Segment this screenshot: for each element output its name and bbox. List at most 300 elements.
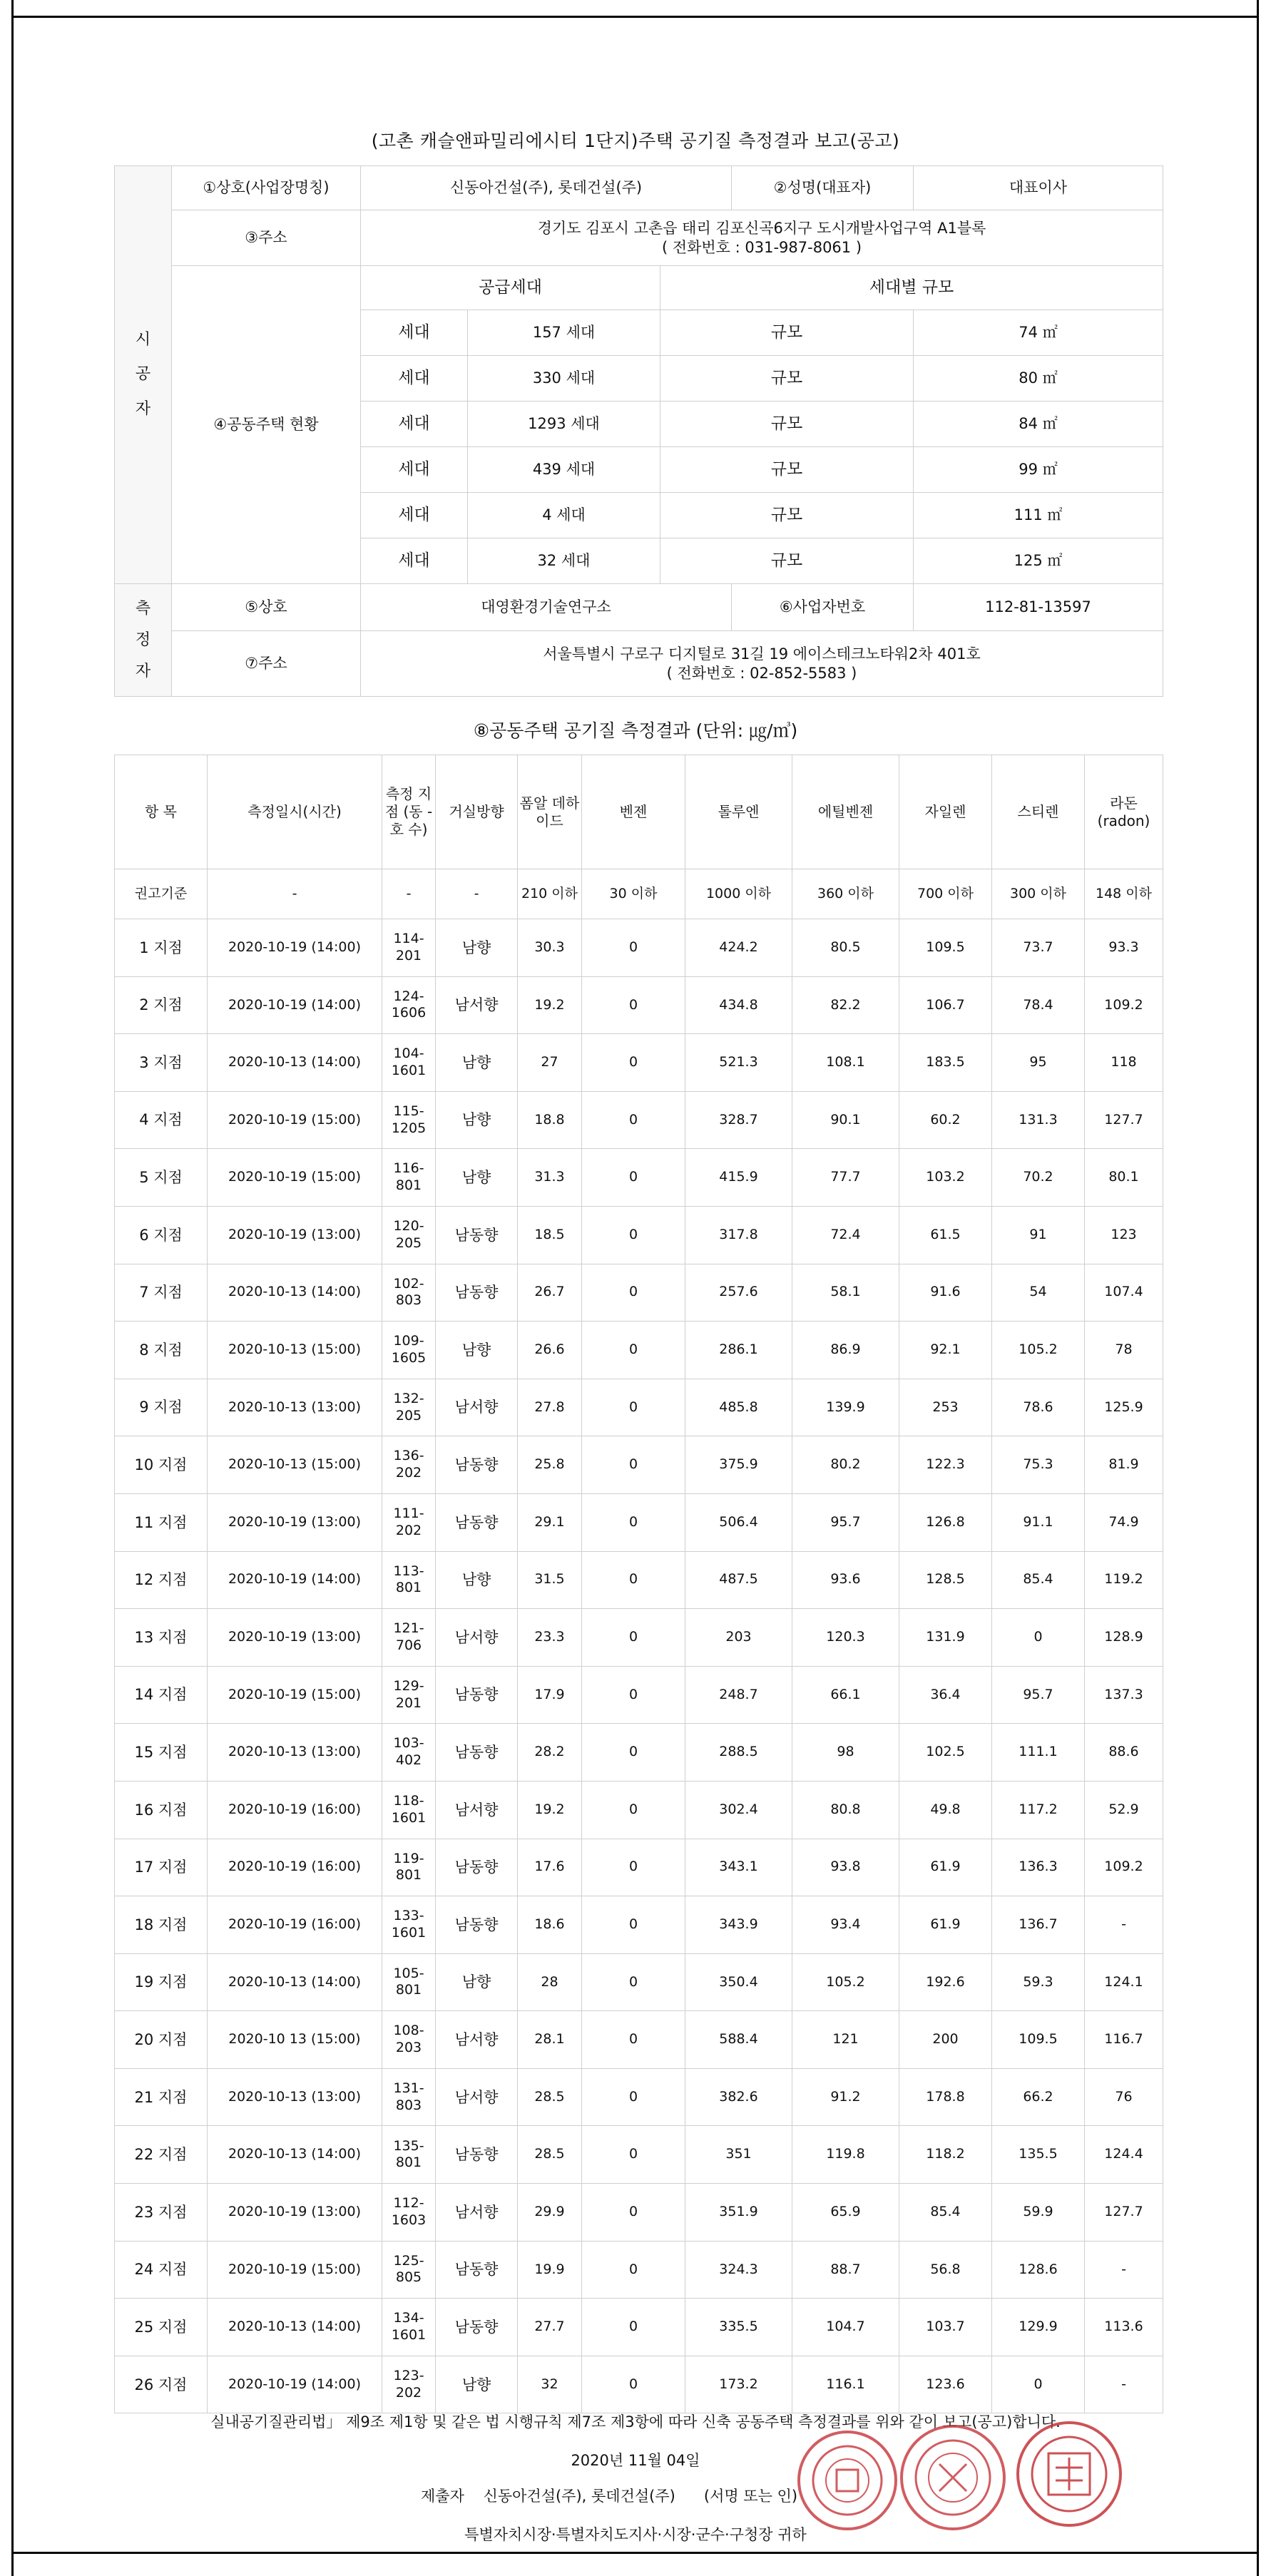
direction-cell: 남동향 — [436, 1724, 518, 1782]
unit-count: 157 세대 — [468, 310, 660, 356]
direction-cell: 남동향 — [436, 1839, 518, 1896]
measure-datetime-cell: 2020-10-19 (14:00) — [208, 1551, 382, 1609]
direction-cell: 남서향 — [436, 2068, 518, 2126]
location-cell: 135-801 — [382, 2126, 436, 2184]
ethylbenzene-cell: 80.2 — [792, 1436, 899, 1494]
ethylbenzene-cell: 80.8 — [792, 1781, 899, 1839]
table-row — [115, 1781, 1163, 1839]
radon-cell: - — [1085, 1896, 1163, 1954]
ethylbenzene-cell: 105.2 — [792, 1953, 899, 2011]
row-label-cell: 12 지점 — [115, 1551, 208, 1609]
radon-cell: 109.2 — [1085, 976, 1163, 1034]
measure-datetime-cell: 2020-10-13 (14:00) — [208, 1264, 382, 1322]
representative-label: ②성명(대표자) — [732, 166, 914, 210]
row-label-cell: 20 지점 — [115, 2011, 208, 2069]
location-cell: 111-202 — [382, 1493, 436, 1551]
measure-datetime-cell: 2020-10-13 (14:00) — [208, 1953, 382, 2011]
ethylbenzene-cell: 95.7 — [792, 1493, 899, 1551]
benzene-cell: 0 — [582, 1493, 685, 1551]
ethylbenzene-cell: 116.1 — [792, 2356, 899, 2413]
toluene-cell: 173.2 — [685, 2356, 792, 2413]
measure-datetime-cell: 2020-10-19 (15:00) — [208, 1666, 382, 1724]
ethylbenzene-cell: 91.2 — [792, 2068, 899, 2126]
footer-recipient: 특별자치시장·특별자치도지사·시장·군수·구청장 귀하 — [464, 2526, 807, 2543]
formaldehyde-cell: 27.7 — [518, 2299, 582, 2356]
xylene-cell: 61.9 — [899, 1896, 992, 1954]
company-seal-stamp — [797, 2431, 897, 2530]
ethylbenzene-cell: 90.1 — [792, 1091, 899, 1149]
location-cell: 131-803 — [382, 2068, 436, 2126]
location-cell: 114-201 — [382, 919, 436, 977]
benzene-cell: 0 — [582, 1322, 685, 1379]
unit-count: 330 세대 — [468, 356, 660, 402]
location-cell: 116-801 — [382, 1149, 436, 1207]
row-label-cell: 8 지점 — [115, 1322, 208, 1379]
measure-datetime-cell: 2020-10-13 (13:00) — [208, 1724, 382, 1782]
xylene-cell: 103.7 — [899, 2299, 992, 2356]
styrene-cell: 54 — [992, 1264, 1085, 1322]
table-row — [115, 1436, 1163, 1494]
header-location: 측정 지점 (동 -호 수) — [382, 755, 436, 869]
location-cell: 123-202 — [382, 2356, 436, 2413]
submitter-value: 신동아건설(주), 롯데건설(주) — [483, 2488, 675, 2505]
location-cell: 103-402 — [382, 1724, 436, 1782]
direction-cell: 남서향 — [436, 1379, 518, 1436]
formaldehyde-cell: 28.1 — [518, 2011, 582, 2069]
ethylbenzene-cell: 120.3 — [792, 1609, 899, 1667]
measure-datetime-cell: 2020-10-19 (15:00) — [208, 1091, 382, 1149]
xylene-cell: 200 — [899, 2011, 992, 2069]
styrene-cell: 85.4 — [992, 1551, 1085, 1609]
radon-cell: 76 — [1085, 2068, 1163, 2126]
formaldehyde-cell: 19.2 — [518, 1781, 582, 1839]
measure-datetime-cell: 2020-10-19 (13:00) — [208, 2184, 382, 2242]
unit-scale-label: 규모 — [660, 447, 914, 493]
location-cell: 119-801 — [382, 1839, 436, 1896]
unit-label: 세대 — [361, 538, 468, 584]
radon-cell: 88.6 — [1085, 1724, 1163, 1782]
xylene-cell: 103.2 — [899, 1149, 992, 1207]
unit-scale: 84 ㎡ — [914, 402, 1163, 447]
radon-cell: 125.9 — [1085, 1379, 1163, 1436]
benzene-cell: 0 — [582, 1206, 685, 1264]
standard-cell: - — [382, 869, 436, 919]
row-label-cell: 5 지점 — [115, 1149, 208, 1207]
radon-cell: - — [1085, 2241, 1163, 2299]
ethylbenzene-cell: 82.2 — [792, 976, 899, 1034]
row-label-cell: 4 지점 — [115, 1091, 208, 1149]
address-value — [361, 210, 1163, 266]
measure-datetime-cell: 2020-10-19 (15:00) — [208, 2241, 382, 2299]
toluene-cell: 485.8 — [685, 1379, 792, 1436]
company-value: 신동아건설(주), 롯데건설(주) — [361, 166, 732, 210]
benzene-cell: 0 — [582, 2011, 685, 2069]
row-label-cell: 23 지점 — [115, 2184, 208, 2242]
direction-cell: 남향 — [436, 1034, 518, 1092]
location-cell: 133-1601 — [382, 1896, 436, 1954]
seal-pattern-icon — [911, 2436, 995, 2520]
toluene-cell: 288.5 — [685, 1724, 792, 1782]
footer-statement: 실내공기질관리법」 제9조 제1항 및 같은 법 시행규칙 제7조 제3항에 따라 신축 공동주택 측정결과를 위와 같이 보고(공고)합니다. — [210, 2413, 1061, 2431]
sign-note: (서명 또는 인) — [703, 2488, 798, 2505]
standard-cell: 30 이하 — [582, 869, 685, 919]
formaldehyde-cell: 28.5 — [518, 2126, 582, 2184]
formaldehyde-cell: 17.9 — [518, 1666, 582, 1724]
xylene-cell: 178.8 — [899, 2068, 992, 2126]
styrene-cell: 131.3 — [992, 1091, 1085, 1149]
location-cell: 109-1605 — [382, 1322, 436, 1379]
styrene-cell: 73.7 — [992, 919, 1085, 977]
benzene-cell: 0 — [582, 1034, 685, 1092]
styrene-cell: 0 — [992, 2356, 1085, 2413]
measure-datetime-cell: 2020-10-13 (14:00) — [208, 2299, 382, 2356]
standard-cell: 700 이하 — [899, 869, 992, 919]
table-row — [115, 1666, 1163, 1724]
radon-cell: 123 — [1085, 1206, 1163, 1264]
benzene-cell: 0 — [582, 2241, 685, 2299]
toluene-cell: 328.7 — [685, 1091, 792, 1149]
toluene-cell: 351.9 — [685, 2184, 792, 2242]
table-row — [115, 1609, 1163, 1667]
radon-cell: 124.1 — [1085, 1953, 1163, 2011]
location-cell: 105-801 — [382, 1953, 436, 2011]
direction-cell: 남향 — [436, 1322, 518, 1379]
table-row — [115, 1091, 1163, 1149]
measurer-address-line2: ( 전화번호 : 02-852-5583 ) — [666, 664, 857, 682]
bizno-value: 112-81-13597 — [914, 584, 1163, 631]
styrene-cell: 75.3 — [992, 1436, 1085, 1494]
table-row — [115, 1493, 1163, 1551]
radon-cell: 80.1 — [1085, 1149, 1163, 1207]
header-formaldehyde: 폼알 데하 이드 — [518, 755, 582, 869]
benzene-cell: 0 — [582, 2184, 685, 2242]
radon-cell: 128.9 — [1085, 1609, 1163, 1667]
direction-cell: 남서향 — [436, 2184, 518, 2242]
benzene-cell: 0 — [582, 1149, 685, 1207]
standard-row — [115, 869, 1163, 919]
styrene-cell: 136.7 — [992, 1896, 1085, 1954]
radon-cell: 107.4 — [1085, 1264, 1163, 1322]
benzene-cell: 0 — [582, 1091, 685, 1149]
direction-cell: 남동향 — [436, 1264, 518, 1322]
direction-cell: 남동향 — [436, 2299, 518, 2356]
toluene-cell: 317.8 — [685, 1206, 792, 1264]
toluene-cell: 521.3 — [685, 1034, 792, 1092]
styrene-cell: 95.7 — [992, 1666, 1085, 1724]
standard-cell: 210 이하 — [518, 869, 582, 919]
direction-cell: 남동향 — [436, 2126, 518, 2184]
header-xylene: 자일렌 — [899, 755, 992, 869]
location-cell: 132-205 — [382, 1379, 436, 1436]
location-cell: 113-801 — [382, 1551, 436, 1609]
benzene-cell: 0 — [582, 919, 685, 977]
ethylbenzene-cell: 108.1 — [792, 1034, 899, 1092]
results-table — [114, 755, 1163, 2413]
benzene-cell: 0 — [582, 1264, 685, 1322]
styrene-cell: 129.9 — [992, 2299, 1085, 2356]
radon-cell: 116.7 — [1085, 2011, 1163, 2069]
header-direction: 거실방향 — [436, 755, 518, 869]
direction-cell: 남서향 — [436, 976, 518, 1034]
direction-cell: 남동향 — [436, 1493, 518, 1551]
ethylbenzene-cell: 119.8 — [792, 2126, 899, 2184]
table-row — [115, 1206, 1163, 1264]
row-label-cell: 18 지점 — [115, 1896, 208, 1954]
measure-datetime-cell: 2020-10 13 (15:00) — [208, 2011, 382, 2069]
radon-cell: 118 — [1085, 1034, 1163, 1092]
header-datetime: 측정일시(시간) — [208, 755, 382, 869]
direction-cell: 남동향 — [436, 2241, 518, 2299]
radon-cell: 78 — [1085, 1322, 1163, 1379]
direction-cell: 남서향 — [436, 1781, 518, 1839]
unit-scale: 80 ㎡ — [914, 356, 1163, 402]
formaldehyde-cell: 18.5 — [518, 1206, 582, 1264]
measurer-company-value: 대영환경기술연구소 — [361, 584, 732, 631]
table-row — [115, 1724, 1163, 1782]
supply-header: 공급세대 — [361, 266, 660, 310]
benzene-cell: 0 — [582, 1551, 685, 1609]
formaldehyde-cell: 28.2 — [518, 1724, 582, 1782]
unit-scale-label: 규모 — [660, 493, 914, 538]
toluene-cell: 434.8 — [685, 976, 792, 1034]
styrene-cell: 78.4 — [992, 976, 1085, 1034]
header-benzene: 벤젠 — [582, 755, 685, 869]
measure-datetime-cell: 2020-10-19 (13:00) — [208, 1609, 382, 1667]
toluene-cell: 335.5 — [685, 2299, 792, 2356]
header-styrene: 스티렌 — [992, 755, 1085, 869]
xylene-cell: 122.3 — [899, 1436, 992, 1494]
radon-cell: 109.2 — [1085, 1839, 1163, 1896]
benzene-cell: 0 — [582, 1839, 685, 1896]
xylene-cell: 128.5 — [899, 1551, 992, 1609]
toluene-cell: 203 — [685, 1609, 792, 1667]
table-row — [115, 1896, 1163, 1954]
standard-cell: 360 이하 — [792, 869, 899, 919]
unit-count: 4 세대 — [468, 493, 660, 538]
radon-cell: 93.3 — [1085, 919, 1163, 977]
location-cell: 112-1603 — [382, 2184, 436, 2242]
xylene-cell: 61.5 — [899, 1206, 992, 1264]
xylene-cell: 109.5 — [899, 919, 992, 977]
benzene-cell: 0 — [582, 2068, 685, 2126]
company-seal-stamp-2 — [900, 2425, 1006, 2530]
xylene-cell: 126.8 — [899, 1493, 992, 1551]
table-row — [115, 2299, 1163, 2356]
table-row — [115, 1379, 1163, 1436]
ethylbenzene-cell: 93.4 — [792, 1896, 899, 1954]
formaldehyde-cell: 23.3 — [518, 1609, 582, 1667]
benzene-cell: 0 — [582, 1724, 685, 1782]
formaldehyde-cell: 29.9 — [518, 2184, 582, 2242]
formaldehyde-cell: 18.6 — [518, 1896, 582, 1954]
benzene-cell: 0 — [582, 2126, 685, 2184]
header-item: 항 목 — [115, 755, 208, 869]
xylene-cell: 102.5 — [899, 1724, 992, 1782]
formaldehyde-cell: 19.9 — [518, 2241, 582, 2299]
submitter-label: 제출자 — [421, 2488, 464, 2505]
measurer-side-label: 측 정 자 — [115, 584, 172, 697]
toluene-cell: 588.4 — [685, 2011, 792, 2069]
toluene-cell: 424.2 — [685, 919, 792, 977]
xylene-cell: 61.9 — [899, 1839, 992, 1896]
styrene-cell: 117.2 — [992, 1781, 1085, 1839]
location-cell: 134-1601 — [382, 2299, 436, 2356]
benzene-cell: 0 — [582, 1609, 685, 1667]
styrene-cell: 128.6 — [992, 2241, 1085, 2299]
toluene-cell: 382.6 — [685, 2068, 792, 2126]
benzene-cell: 0 — [582, 1953, 685, 2011]
ethylbenzene-cell: 93.8 — [792, 1839, 899, 1896]
standard-cell: 148 이하 — [1085, 869, 1163, 919]
results-title: ⑧공동주택 공기질 측정결과 (단위: ㎍/㎥) — [473, 720, 798, 741]
direction-cell: 남향 — [436, 2356, 518, 2413]
measure-datetime-cell: 2020-10-19 (14:00) — [208, 976, 382, 1034]
scale-header: 세대별 규모 — [660, 266, 1163, 310]
address-line1: 경기도 김포시 고촌읍 태리 김포신곡6지구 도시개발사업구역 A1블록 — [537, 220, 986, 237]
formaldehyde-cell: 19.2 — [518, 976, 582, 1034]
row-label-cell: 26 지점 — [115, 2356, 208, 2413]
direction-cell: 남향 — [436, 1091, 518, 1149]
benzene-cell: 0 — [582, 2299, 685, 2356]
xylene-cell: 123.6 — [899, 2356, 992, 2413]
table-row — [115, 1149, 1163, 1207]
measure-datetime-cell: 2020-10-19 (13:00) — [208, 1493, 382, 1551]
benzene-cell: 0 — [582, 1666, 685, 1724]
info-table — [114, 165, 1163, 697]
measure-datetime-cell: 2020-10-13 (15:00) — [208, 1436, 382, 1494]
representative-value: 대표이사 — [914, 166, 1163, 210]
toluene-cell: 286.1 — [685, 1322, 792, 1379]
table-row — [115, 1839, 1163, 1896]
footer-date: 2020년 11월 04일 — [571, 2452, 700, 2469]
row-label-cell: 14 지점 — [115, 1666, 208, 1724]
location-cell: 136-202 — [382, 1436, 436, 1494]
unit-count: 32 세대 — [468, 538, 660, 584]
table-row — [115, 2356, 1163, 2413]
ethylbenzene-cell: 80.5 — [792, 919, 899, 977]
benzene-cell: 0 — [582, 1379, 685, 1436]
header-radon: 라돈 (radon) — [1085, 755, 1163, 869]
radon-cell: 74.9 — [1085, 1493, 1163, 1551]
xylene-cell: 183.5 — [899, 1034, 992, 1092]
table-row — [115, 1551, 1163, 1609]
table-row — [115, 1264, 1163, 1322]
radon-cell: 52.9 — [1085, 1781, 1163, 1839]
ethylbenzene-cell: 66.1 — [792, 1666, 899, 1724]
unit-scale-label: 규모 — [660, 538, 914, 584]
unit-label: 세대 — [361, 356, 468, 402]
ethylbenzene-cell: 65.9 — [792, 2184, 899, 2242]
location-cell: 125-805 — [382, 2241, 436, 2299]
standard-cell: 1000 이하 — [685, 869, 792, 919]
ethylbenzene-cell: 58.1 — [792, 1264, 899, 1322]
toluene-cell: 351 — [685, 2126, 792, 2184]
toluene-cell: 506.4 — [685, 1493, 792, 1551]
benzene-cell: 0 — [582, 1781, 685, 1839]
styrene-cell: 135.5 — [992, 2126, 1085, 2184]
toluene-cell: 375.9 — [685, 1436, 792, 1494]
address-line2: ( 전화번호 : 031-987-8061 ) — [661, 238, 862, 256]
xylene-cell: 131.9 — [899, 1609, 992, 1667]
styrene-cell: 66.2 — [992, 2068, 1085, 2126]
location-cell: 120-205 — [382, 1206, 436, 1264]
xylene-cell: 106.7 — [899, 976, 992, 1034]
location-cell: 118-1601 — [382, 1781, 436, 1839]
seal-pattern-icon — [1027, 2432, 1111, 2516]
direction-cell: 남동향 — [436, 1896, 518, 1954]
header-toluene: 톨루엔 — [685, 755, 792, 869]
styrene-cell: 70.2 — [992, 1149, 1085, 1207]
benzene-cell: 0 — [582, 2356, 685, 2413]
styrene-cell: 91 — [992, 1206, 1085, 1264]
unit-label: 세대 — [361, 493, 468, 538]
row-label-cell: 15 지점 — [115, 1724, 208, 1782]
page-title: (고촌 캐슬앤파밀리에시티 1단지)주택 공기질 측정결과 보고(공고) — [371, 131, 900, 151]
submitter-row — [421, 2485, 797, 2506]
radon-cell: 127.7 — [1085, 1091, 1163, 1149]
styrene-cell: 91.1 — [992, 1493, 1085, 1551]
radon-cell: 124.4 — [1085, 2126, 1163, 2184]
formaldehyde-cell: 31.5 — [518, 1551, 582, 1609]
direction-cell: 남향 — [436, 1551, 518, 1609]
row-label-cell: 25 지점 — [115, 2299, 208, 2356]
xylene-cell: 85.4 — [899, 2184, 992, 2242]
formaldehyde-cell: 28.5 — [518, 2068, 582, 2126]
table-row — [115, 976, 1163, 1034]
formaldehyde-cell: 30.3 — [518, 919, 582, 977]
row-label-cell: 11 지점 — [115, 1493, 208, 1551]
direction-cell: 남향 — [436, 1149, 518, 1207]
location-cell: 104-1601 — [382, 1034, 436, 1092]
measure-datetime-cell: 2020-10-19 (16:00) — [208, 1896, 382, 1954]
xylene-cell: 92.1 — [899, 1322, 992, 1379]
unit-count: 1293 세대 — [468, 402, 660, 447]
unit-scale-label: 규모 — [660, 402, 914, 447]
radon-cell: 81.9 — [1085, 1436, 1163, 1494]
standard-cell: 권고기준 — [115, 869, 208, 919]
seal-pattern-icon — [808, 2441, 887, 2520]
ethylbenzene-cell: 93.6 — [792, 1551, 899, 1609]
table-row — [115, 2011, 1163, 2069]
bizno-label: ⑥사업자번호 — [732, 584, 914, 631]
row-label-cell: 24 지점 — [115, 2241, 208, 2299]
formaldehyde-cell: 17.6 — [518, 1839, 582, 1896]
row-label-cell: 13 지점 — [115, 1609, 208, 1667]
styrene-cell: 109.5 — [992, 2011, 1085, 2069]
ethylbenzene-cell: 77.7 — [792, 1149, 899, 1207]
row-label-cell: 6 지점 — [115, 1206, 208, 1264]
formaldehyde-cell: 27 — [518, 1034, 582, 1092]
standard-cell: - — [436, 869, 518, 919]
standard-cell: 300 이하 — [992, 869, 1085, 919]
unit-label: 세대 — [361, 447, 468, 493]
row-label-cell: 22 지점 — [115, 2126, 208, 2184]
radon-cell: 127.7 — [1085, 2184, 1163, 2242]
unit-count: 439 세대 — [468, 447, 660, 493]
measure-datetime-cell: 2020-10-13 (13:00) — [208, 1379, 382, 1436]
formaldehyde-cell: 27.8 — [518, 1379, 582, 1436]
styrene-cell: 0 — [992, 1609, 1085, 1667]
row-label-cell: 7 지점 — [115, 1264, 208, 1322]
direction-cell: 남서향 — [436, 1609, 518, 1667]
radon-cell: 119.2 — [1085, 1551, 1163, 1609]
row-label-cell: 2 지점 — [115, 976, 208, 1034]
location-cell: 124-1606 — [382, 976, 436, 1034]
ethylbenzene-cell: 104.7 — [792, 2299, 899, 2356]
ethylbenzene-cell: 139.9 — [792, 1379, 899, 1436]
measure-datetime-cell: 2020-10-19 (15:00) — [208, 1149, 382, 1207]
unit-label: 세대 — [361, 402, 468, 447]
